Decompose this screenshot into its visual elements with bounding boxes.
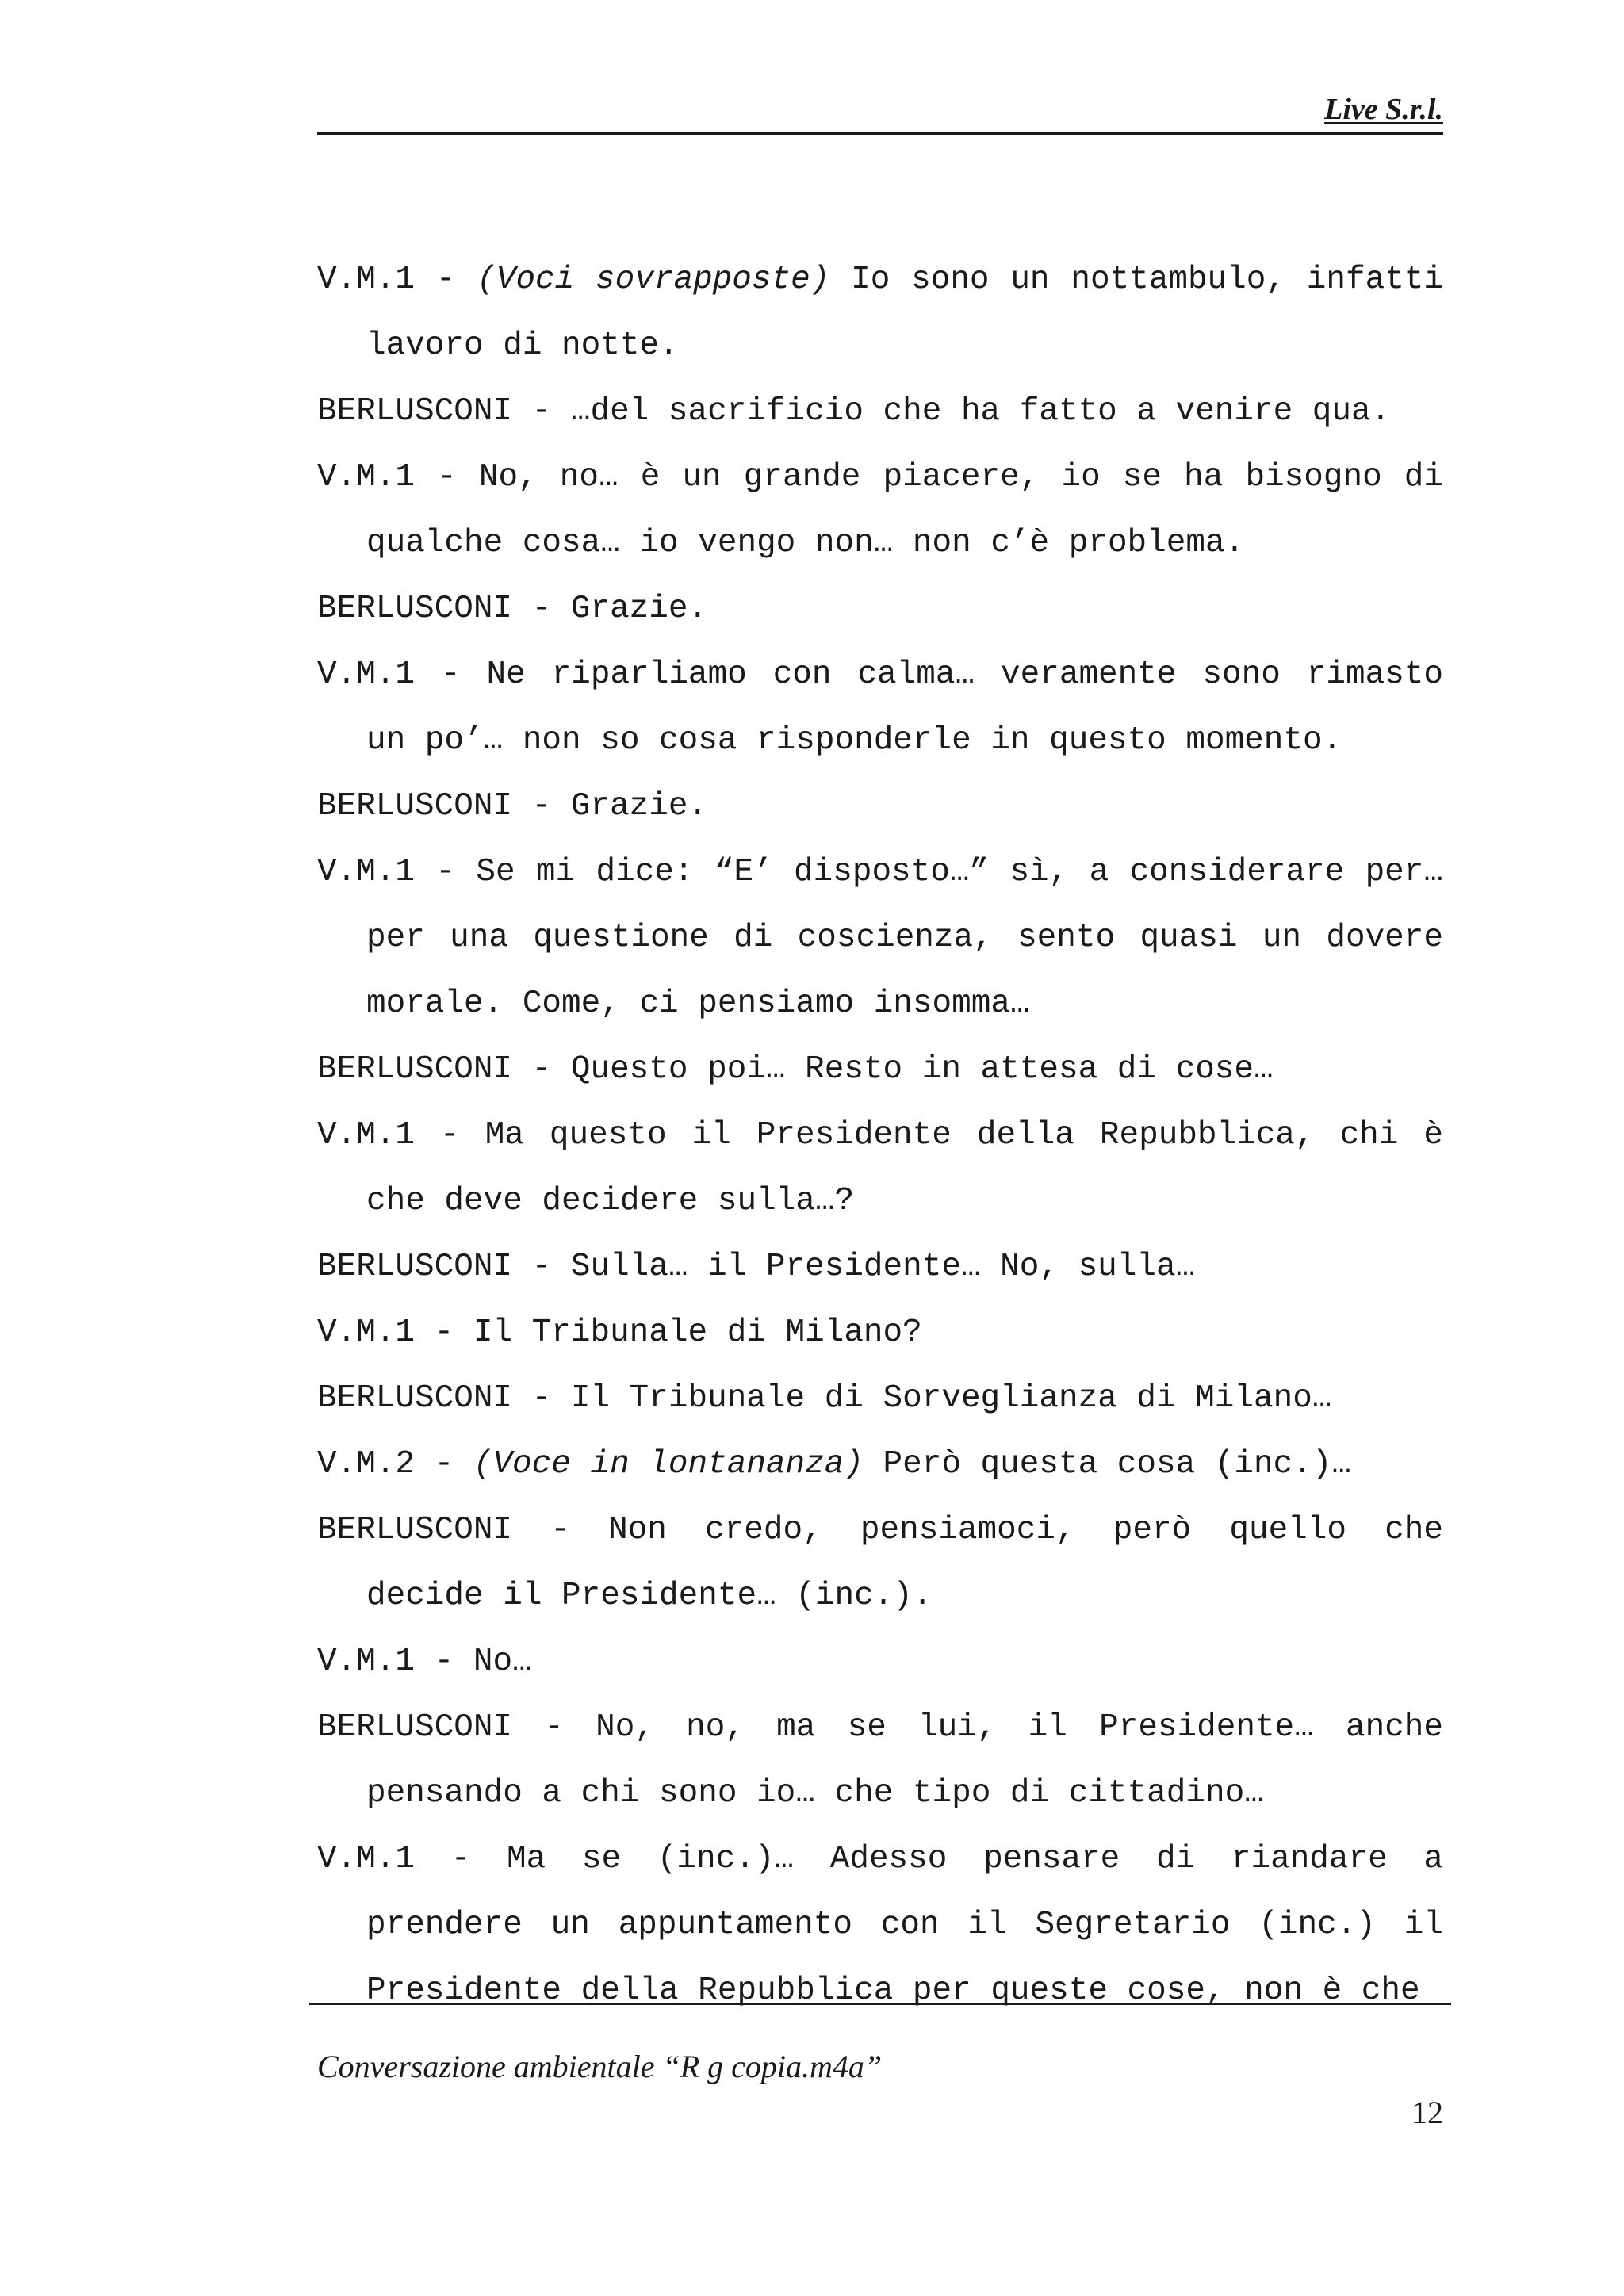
transcript-entry — [317, 445, 1443, 576]
speaker-separator: - — [415, 1446, 473, 1483]
speaker-label: V.M.1 — [317, 1644, 416, 1680]
utterance-text: No, no… è un grande piacere, io se ha bisogno di qualche cosa… io vengo non… non c’è problema. — [366, 459, 1443, 561]
speaker-separator: - — [415, 854, 477, 890]
speaker-label: BERLUSCONI — [317, 591, 513, 627]
utterance-text: Grazie. — [570, 788, 708, 825]
stage-direction: (Voce in lontananza) — [473, 1446, 864, 1483]
utterance-text: Ma questo il Presidente della Repubblica, chi è che deve decidere sulla…? — [366, 1117, 1444, 1219]
utterance-text: …del sacrificio che ha fatto a venire qua. — [570, 393, 1391, 430]
transcript-entry — [317, 247, 1443, 379]
utterance-text: No… — [473, 1644, 532, 1680]
speaker-label: V.M.1 — [317, 854, 416, 890]
speaker-label: BERLUSCONI — [317, 1512, 513, 1548]
page-number: 12 — [1411, 2095, 1443, 2130]
transcript-entry — [317, 1432, 1443, 1498]
speaker-separator: - — [512, 1051, 571, 1088]
utterance-text: Se mi dice: “E’ disposto…” sì, a considerare per… per una questione di coscienza, sento quasi un dovere morale. Come, ci pensiamo insomma… — [366, 854, 1443, 1022]
utterance-text: Sulla… il Presidente… No, sulla… — [570, 1249, 1196, 1285]
speaker-label: V.M.2 — [317, 1446, 416, 1483]
speaker-separator: - — [415, 1644, 473, 1680]
speaker-label: BERLUSCONI — [317, 1051, 513, 1088]
speaker-label: V.M.1 — [317, 1314, 416, 1351]
transcript-entry — [317, 1103, 1443, 1234]
transcript-entry — [317, 1300, 1443, 1366]
speaker-separator: - — [415, 1314, 473, 1351]
footer-caption: Conversazione ambientale “R g copia.m4a” — [317, 2049, 883, 2084]
company-name: Live S.r.l. — [1324, 93, 1443, 126]
speaker-separator: - — [415, 656, 487, 693]
speaker-label: V.M.1 — [317, 1117, 416, 1154]
speaker-label: V.M.1 — [317, 656, 416, 693]
transcript-entry — [317, 576, 1443, 642]
page-header — [317, 87, 1443, 135]
utterance-text: Grazie. — [570, 591, 708, 627]
transcript-entry — [317, 1629, 1443, 1695]
speaker-separator: - — [415, 262, 477, 298]
speaker-separator: - — [512, 591, 571, 627]
speaker-separator: - — [415, 1117, 485, 1154]
transcript-entry — [317, 1498, 1443, 1629]
stage-direction: (Voci sovrapposte) — [477, 262, 830, 298]
transcript-entry — [317, 840, 1443, 1037]
speaker-separator: - — [512, 788, 571, 825]
speaker-label: V.M.1 — [317, 459, 416, 496]
speaker-separator: - — [512, 1380, 571, 1417]
utterance-text: Però questa cosa (inc.)… — [863, 1446, 1352, 1483]
utterance-text: Ma se (inc.)… Adesso pensare di riandare a prendere un appuntamento con il Segretario (inc.) il Presidente della Repubblica per queste cose, non è che — [366, 1841, 1444, 2009]
speaker-separator: - — [415, 1841, 508, 1877]
speaker-label: BERLUSCONI — [317, 393, 513, 430]
utterance-text: Il Tribunale di Sorveglianza di Milano… — [570, 1380, 1332, 1417]
transcript-entry — [317, 642, 1443, 774]
speaker-separator: - — [512, 1249, 571, 1285]
speaker-label: BERLUSCONI — [317, 1380, 513, 1417]
page-footer — [309, 2003, 1451, 2130]
transcript-body — [317, 247, 1443, 2024]
utterance-text: Io sono un nottambulo, infatti lavoro di notte. — [366, 262, 1444, 364]
speaker-separator: - — [512, 1709, 596, 1746]
utterance-text: No, no, ma se lui, il Presidente… anche pensando a chi sono io… che tipo di cittadino… — [366, 1709, 1444, 1812]
utterance-text: Il Tribunale di Milano? — [473, 1314, 922, 1351]
speaker-label: V.M.1 — [317, 262, 416, 298]
transcript-entry — [317, 1827, 1443, 2024]
speaker-label: BERLUSCONI — [317, 788, 513, 825]
transcript-entry — [317, 379, 1443, 445]
speaker-separator: - — [415, 459, 479, 496]
transcript-entry — [317, 1234, 1443, 1300]
utterance-text: Ne riparliamo con calma… veramente sono rimasto un po’… non so cosa risponderle in questo momento. — [366, 656, 1444, 759]
transcript-entry — [317, 1037, 1443, 1103]
utterance-text: Questo poi… Resto in attesa di cose… — [570, 1051, 1274, 1088]
utterance-text: Non credo, pensiamoci, però quello che decide il Presidente… (inc.). — [366, 1512, 1444, 1614]
transcript-entry — [317, 1366, 1443, 1432]
speaker-label: BERLUSCONI — [317, 1709, 513, 1746]
speaker-separator: - — [512, 1512, 609, 1548]
speaker-label: BERLUSCONI — [317, 1249, 513, 1285]
transcript-entry — [317, 1695, 1443, 1827]
speaker-separator: - — [512, 393, 571, 430]
transcript-entry — [317, 774, 1443, 840]
speaker-label: V.M.1 — [317, 1841, 416, 1877]
